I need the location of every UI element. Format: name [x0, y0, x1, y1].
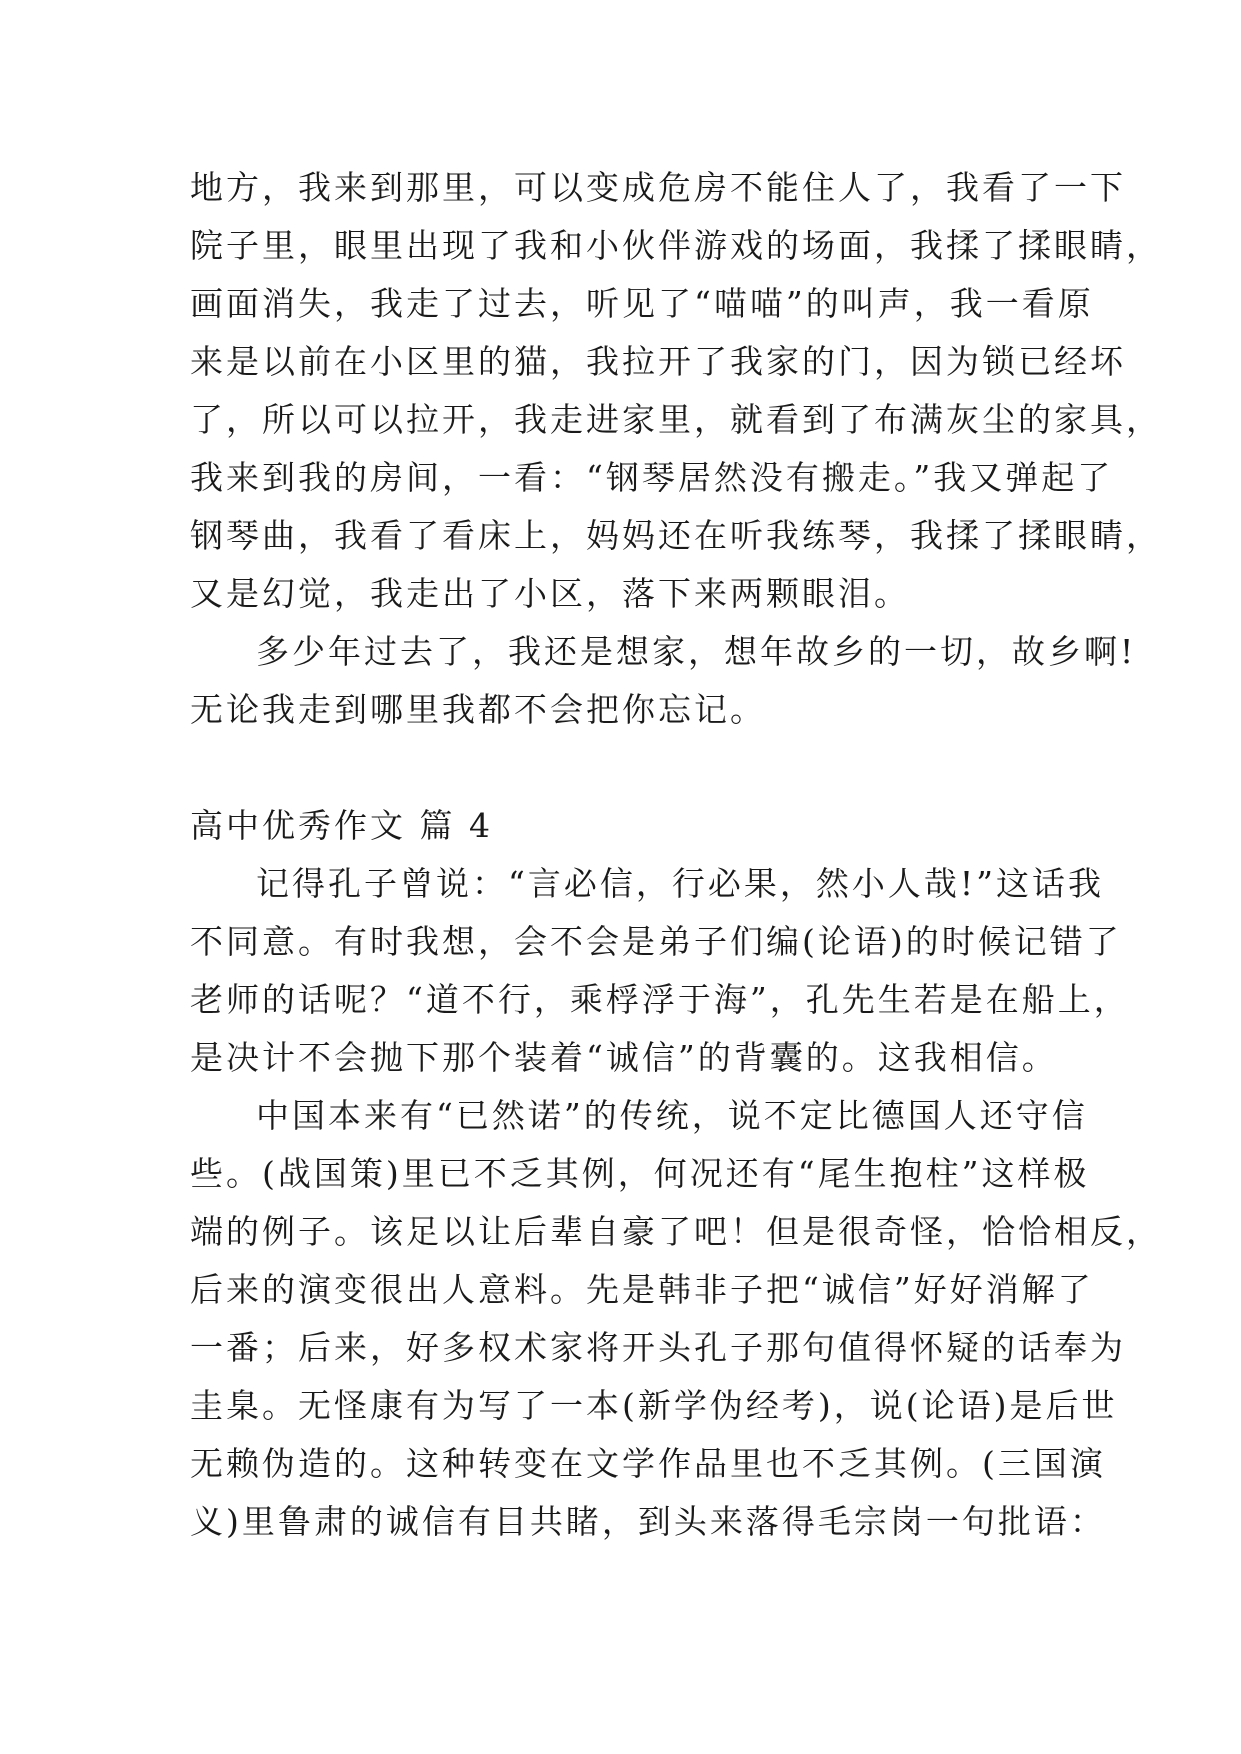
paragraph-line: 院子里，眼里出现了我和小伙伴游戏的场面，我揉了揉眼睛， — [190, 226, 1162, 265]
paragraph-line: 多少年过去了，我还是想家，想年故乡的一切，故乡啊! — [256, 632, 1137, 671]
paragraph-line: 后来的演变很出人意料。先是韩非子把“诚信”好好消解了 — [190, 1270, 1094, 1309]
paragraph-line: 了，所以可以拉开，我走进家里，就看到了布满灰尘的家具， — [190, 400, 1162, 439]
paragraph-line: 无赖伪造的。这种转变在文学作品里也不乏其例。(三国演 — [190, 1444, 1106, 1483]
paragraph-line: 又是幻觉，我走出了小区，落下来两颗眼泪。 — [190, 574, 910, 613]
paragraph-line: 不同意。有时我想，会不会是弟子们编(论语)的时候记错了 — [190, 922, 1122, 961]
paragraph-line: 记得孔子曾说：“言必信，行必果，然小人哉!”这话我 — [256, 864, 1105, 903]
paragraph-line: 是决计不会抛下那个装着“诚信”的背囊的。这我相信。 — [190, 1038, 1058, 1077]
paragraph-line: 钢琴曲，我看了看床上，妈妈还在听我练琴，我揉了揉眼睛， — [190, 516, 1162, 555]
paragraph-line: 老师的话呢？“道不行，乘桴浮于海”，孔先生若是在船上， — [190, 980, 1130, 1019]
paragraph-line: 些。(战国策)里已不乏其例，何况还有“尾生抱柱”这样极 — [190, 1154, 1090, 1193]
paragraph-line: 中国本来有“已然诺”的传统，说不定比德国人还守信 — [256, 1096, 1088, 1135]
paragraph-line: 无论我走到哪里我都不会把你忘记。 — [190, 690, 766, 729]
paragraph-line: 圭臬。无怪康有为写了一本(新学伪经考)，说(论语)是后世 — [190, 1386, 1118, 1425]
paragraph-line: 一番；后来，好多权术家将开头孔子那句值得怀疑的话奉为 — [190, 1328, 1126, 1367]
paragraph-line: 义)里鲁肃的诚信有目共睹，到头来落得毛宗岗一句批语： — [190, 1502, 1106, 1541]
section-heading: 高中优秀作文 篇 4 — [190, 806, 493, 845]
paragraph-line: 画面消失，我走了过去，听见了“喵喵”的叫声，我一看原 — [190, 284, 1094, 323]
paragraph-line: 来是以前在小区里的猫，我拉开了我家的门，因为锁已经坏 — [190, 342, 1126, 381]
paragraph-line: 端的例子。该足以让后辈自豪了吧！但是很奇怪，恰恰相反， — [190, 1212, 1162, 1251]
paragraph-line: 我来到我的房间，一看：“钢琴居然没有搬走。”我又弹起了 — [190, 458, 1114, 497]
paragraph-line: 地方，我来到那里，可以变成危房不能住人了，我看了一下 — [190, 168, 1126, 207]
